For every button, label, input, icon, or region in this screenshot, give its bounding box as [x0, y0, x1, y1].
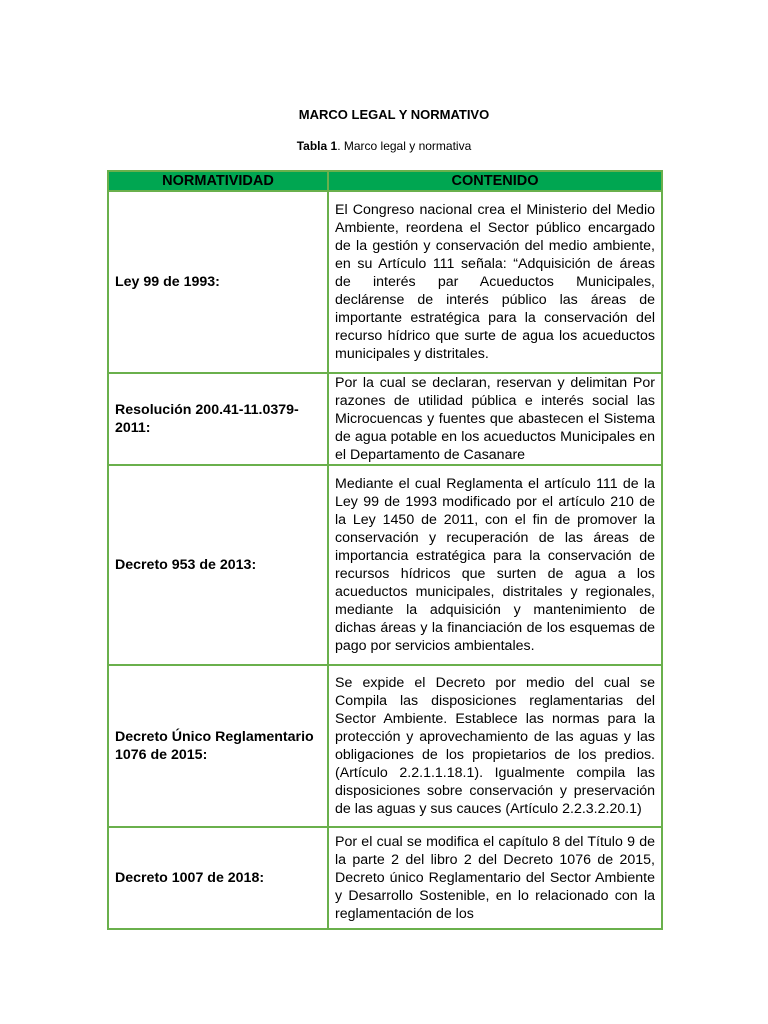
contenido-cell: El Congreso nacional crea el Ministerio del Medio Ambiente, reordena el Sector público encargado de la gestión y conservación del medio ambiente, en su Artículo 111 señala: “Adquisición de áreas de interés par Acueductos Municipales, declárense de interés público las áreas de importante estratégica para la conservación del recurso hídrico que surte de agua los acueductos municipales y distritales. [328, 191, 662, 373]
norma-cell: Resolución 200.41-11.0379-2011: [108, 373, 328, 465]
header-contenido: CONTENIDO [328, 171, 662, 191]
norma-cell: Decreto 953 de 2013: [108, 465, 328, 665]
norma-cell: Decreto 1007 de 2018: [108, 827, 328, 929]
table-row [108, 827, 662, 929]
contenido-cell: Mediante el cual Reglamenta el artículo 111 de la Ley 99 de 1993 modificado por el artículo 210 de la Ley 1450 de 2011, con el fin de promover la conservación y recuperación de las áreas de importancia estratégica para la conservación de recursos hídricos que surten de agua a los acueductos municipales, distritales y regionales, mediante la adquisición y mantenimiento de dichas áreas y la financiación de los esquemas de pago por servicios ambientales. [328, 465, 662, 665]
contenido-cell [328, 827, 662, 929]
contenido-cell: Se expide el Decreto por medio del cual se Compila las disposiciones reglamentarias del Sector Ambiente. Establece las normas para la protección y aprovechamiento de las aguas y las obligaciones de los propietarios de los predios. (Artículo 2.2.1.1.18.1). Igualmente compila las disposiciones sobre conservación y preservación de las aguas y sus cauces (Artículo 2.2.3.2.20.1) [328, 665, 662, 827]
norma-cell: Decreto Único Reglamentario 1076 de 2015: [108, 665, 328, 827]
table-row [108, 465, 662, 665]
legal-framework-table [107, 170, 663, 930]
table-row [108, 191, 662, 373]
contenido-cell: Por la cual se declaran, reservan y delimitan Por razones de utilidad pública e interés social las Microcuencas y fuentes que abastecen el Sistema de agua potable en los acueductos Municipales en el Departamento de Casanare [328, 373, 662, 465]
norma-cell: Ley 99 de 1993: [108, 191, 328, 373]
header-normatividad: NORMATIVIDAD [108, 171, 328, 191]
table-caption [0, 139, 768, 153]
caption-text: . Marco legal y normativa [337, 139, 472, 153]
table-header-row [108, 171, 662, 191]
table-row [108, 373, 662, 465]
caption-label: Tabla 1 [296, 139, 338, 153]
document-title: MARCO LEGAL Y NORMATIVO [298, 107, 490, 122]
contenido-text: Por el cual se modifica el capítulo 8 del Título 9 de la parte 2 del libro 2 del Decreto 1076 de 2015, Decreto único Reglamentario del Sector Ambiente y Desarrollo Sostenible, en lo relacionado con la reglamentación de los [335, 834, 655, 922]
table-row [108, 665, 662, 827]
